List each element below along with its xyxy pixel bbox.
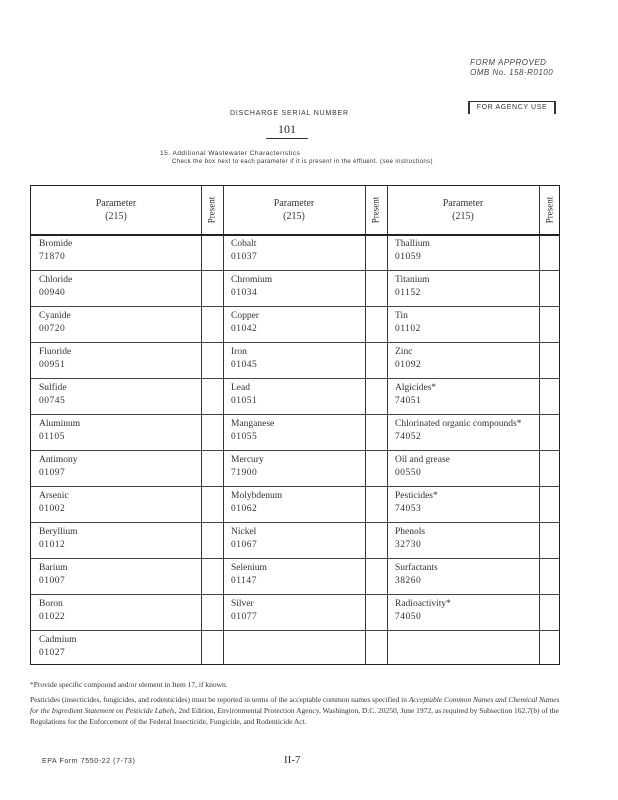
parameter-name: Surfactants (395, 563, 438, 573)
present-checkbox[interactable] (366, 559, 386, 593)
parameter-name: Boron (39, 599, 63, 609)
parameter-cell (231, 382, 257, 408)
agency-use-box (468, 101, 556, 114)
parameter-code: 74052 (395, 432, 422, 442)
parameter-header-code: (215) (283, 211, 305, 222)
parameter-cell (231, 454, 264, 480)
row-divider (31, 450, 559, 451)
present-header-label: Present (370, 196, 380, 224)
parameter-code: 71870 (39, 252, 66, 262)
parameter-cell (39, 634, 76, 660)
present-checkbox[interactable] (540, 379, 560, 413)
parameter-code: 01002 (39, 504, 66, 514)
present-checkbox[interactable] (202, 271, 222, 305)
parameter-name: Bromide (39, 239, 73, 249)
parameter-cell (395, 382, 436, 408)
parameter-name: Aluminum (39, 419, 81, 429)
parameter-code: 74050 (395, 612, 422, 622)
parameter-code: 01007 (39, 576, 66, 586)
parameter-name: Beryllium (39, 527, 78, 537)
present-checkbox[interactable] (202, 631, 222, 665)
parameter-cell (39, 382, 66, 408)
parameter-cell (395, 238, 430, 264)
header-divider (31, 234, 559, 236)
row-divider (31, 594, 559, 595)
item-instructions: Check the box next to each parameter if it is present in the effluent. (see instructions) (172, 159, 433, 165)
row-divider (31, 558, 559, 559)
parameter-cell (231, 490, 282, 516)
parameter-cell (395, 562, 438, 588)
parameter-name: Chlorinated organic compounds* (395, 419, 522, 429)
parameter-code: 00720 (39, 324, 66, 334)
parameter-code: 01097 (39, 468, 66, 478)
parameter-cell (231, 418, 274, 444)
parameter-code: 00745 (39, 396, 66, 406)
present-checkbox[interactable] (366, 523, 386, 557)
parameter-cell (231, 526, 257, 552)
present-checkbox[interactable] (540, 523, 560, 557)
parameter-code: 01045 (231, 360, 258, 370)
parameter-code: 01012 (39, 540, 66, 550)
parameter-cell (39, 526, 78, 552)
parameter-code: 71900 (231, 468, 258, 478)
parameter-name: Phenols (395, 527, 426, 537)
parameter-code: 01051 (231, 396, 258, 406)
parameter-name: Barium (39, 563, 68, 573)
parameter-name: Zinc (395, 347, 413, 357)
parameter-name: Copper (231, 311, 259, 321)
present-checkbox[interactable] (202, 343, 222, 377)
parameter-name: Cyanide (39, 311, 71, 321)
parameter-code: 01059 (395, 252, 422, 262)
parameter-name: Fluoride (39, 347, 72, 357)
parameter-cell (39, 454, 78, 480)
parameter-header-label: Parameter (442, 198, 484, 209)
column-header-1 (31, 186, 201, 234)
parameter-cell (395, 310, 421, 336)
present-checkbox[interactable] (202, 379, 222, 413)
present-checkbox[interactable] (366, 415, 386, 449)
present-checkbox[interactable] (540, 595, 560, 629)
parameter-name: Thallium (395, 239, 430, 249)
parameter-code: 01067 (231, 540, 258, 550)
parameter-table (30, 185, 560, 665)
parameter-name: Silver (231, 599, 254, 609)
present-checkbox[interactable] (366, 595, 386, 629)
column-header-3 (387, 186, 539, 234)
parameter-name: Pesticides* (395, 491, 438, 501)
parameter-cell (39, 274, 72, 300)
parameter-cell (395, 346, 421, 372)
present-checkbox[interactable] (366, 307, 386, 341)
row-divider (31, 270, 559, 271)
pesticide-footnote (30, 694, 570, 727)
parameter-cell (231, 310, 259, 336)
parameter-name: Oil and grease (395, 455, 450, 465)
present-checkbox[interactable] (202, 307, 222, 341)
present-checkbox[interactable] (366, 235, 386, 269)
present-checkbox[interactable] (540, 559, 560, 593)
parameter-name: Chloride (39, 275, 73, 285)
parameter-cell (395, 418, 521, 444)
parameter-header-label: Parameter (273, 198, 315, 209)
parameter-name: Cadmium (39, 635, 77, 645)
row-divider (31, 342, 559, 343)
parameter-name: Sulfide (39, 383, 67, 393)
parameter-header-code: (215) (452, 211, 474, 222)
parameter-code: 01152 (395, 288, 421, 298)
present-checkbox[interactable] (202, 523, 222, 557)
parameter-name: Selenium (231, 563, 267, 573)
parameter-cell (395, 274, 430, 300)
parameter-name: Molybdenum (231, 491, 283, 501)
present-checkbox[interactable] (202, 487, 222, 521)
form-approved-text: FORM APPROVED (470, 58, 547, 67)
present-checkbox[interactable] (202, 595, 222, 629)
parameter-name: Tin (395, 311, 408, 321)
present-checkbox[interactable] (366, 343, 386, 377)
parameter-code: 01027 (39, 648, 66, 658)
parameter-cell (39, 598, 65, 624)
parameter-code: 01034 (231, 288, 258, 298)
present-checkbox[interactable] (540, 235, 560, 269)
parameter-cell (395, 598, 451, 624)
omb-number: OMB No. 158-R0100 (470, 68, 554, 77)
present-header-label: Present (544, 196, 554, 224)
present-checkbox[interactable] (366, 271, 386, 305)
present-header-2 (365, 186, 385, 234)
present-checkbox[interactable] (540, 307, 560, 341)
parameter-name: Mercury (231, 455, 264, 465)
parameter-code: 01022 (39, 612, 66, 622)
parameter-code: 01147 (231, 576, 257, 586)
present-checkbox[interactable] (366, 451, 386, 485)
present-checkbox[interactable] (540, 415, 560, 449)
parameter-cell (231, 562, 267, 588)
parameter-name: Radioactivity* (395, 599, 451, 609)
parameter-cell (39, 238, 72, 264)
parameter-code: 01105 (39, 432, 65, 442)
asterisk-footnote: *Provide specific compound and/or element in Item 17, if known. (30, 680, 228, 689)
parameter-code: 00951 (39, 360, 66, 370)
parameter-name: Nickel (231, 527, 257, 537)
item-title: 15. Additional Wastewater Characteristics (160, 150, 301, 157)
row-divider (31, 630, 559, 631)
discharge-serial-label: DISCHARGE SERIAL NUMBER (230, 110, 349, 117)
parameter-name: Arsenic (39, 491, 69, 501)
parameter-name: Manganese (231, 419, 275, 429)
row-divider (31, 486, 559, 487)
parameter-cell (231, 598, 257, 624)
row-divider (31, 378, 559, 379)
parameter-header-code: (215) (105, 211, 127, 222)
present-header-label: Present (206, 196, 216, 224)
present-checkbox[interactable] (202, 559, 222, 593)
parameter-code: 01077 (231, 612, 258, 622)
parameter-cell (231, 346, 257, 372)
present-checkbox[interactable] (366, 379, 386, 413)
parameter-code: 01062 (231, 504, 258, 514)
parameter-code: 01037 (231, 252, 258, 262)
present-checkbox[interactable] (366, 487, 386, 521)
discharge-serial-value[interactable]: 101 (266, 122, 308, 139)
page-number: II-7 (284, 754, 301, 766)
parameter-cell (39, 346, 71, 372)
parameter-cell (39, 490, 69, 516)
column-header-2 (223, 186, 365, 234)
present-header-1 (201, 186, 221, 234)
column-divider (387, 186, 388, 664)
row-divider (31, 522, 559, 523)
column-divider (223, 186, 224, 664)
parameter-code: 01042 (231, 324, 258, 334)
present-checkbox[interactable] (202, 415, 222, 449)
parameter-code: 00550 (395, 468, 422, 478)
parameter-name: Cobalt (231, 239, 257, 249)
parameter-name: Lead (231, 383, 250, 393)
parameter-cell (395, 454, 450, 480)
parameter-cell (39, 310, 71, 336)
parameter-name: Antimony (39, 455, 78, 465)
parameter-name: Iron (231, 347, 247, 357)
parameter-code: 32730 (395, 540, 422, 550)
parameter-cell (231, 274, 272, 300)
form-number: EPA Form 7550-22 (7-73) (42, 758, 136, 765)
present-checkbox[interactable] (202, 451, 222, 485)
footnote-body-post: , 2nd Edition, Environmental Protection Agency, Washington, D.C. 20250, June 1972, as required by Subsection 162.7(b) of the Regulations for the Enforcement of the Federal Insecticide, Fungicide, and Rodenticide Act. (30, 706, 559, 726)
parameter-code: 74053 (395, 504, 422, 514)
present-checkbox[interactable] (540, 343, 560, 377)
row-divider (31, 306, 559, 307)
footnote-body-title: Acceptable Common Names and Chemical Names for the Ingredient Statement on Pesticide Labels (30, 695, 560, 715)
parameter-cell (395, 526, 425, 552)
parameter-code: 38260 (395, 576, 422, 586)
parameter-name: Titanium (395, 275, 430, 285)
present-checkbox[interactable] (540, 451, 560, 485)
parameter-code: 01102 (395, 324, 421, 334)
parameter-header-label: Parameter (95, 198, 137, 209)
parameter-code: 74051 (395, 396, 422, 406)
parameter-name: Algicides* (395, 383, 437, 393)
footnote-body-pre: Pesticides (insecticides, fungicides, and rodenticides) must be reported in terms of the acceptable common names specified in (30, 695, 409, 704)
parameter-code: 01092 (395, 360, 422, 370)
row-divider (31, 414, 559, 415)
present-checkbox[interactable] (202, 235, 222, 269)
parameter-code: 01055 (231, 432, 258, 442)
present-checkbox[interactable] (540, 487, 560, 521)
parameter-cell (39, 562, 68, 588)
agency-use-label: FOR AGENCY USE (476, 104, 548, 111)
present-checkbox[interactable] (540, 271, 560, 305)
parameter-cell (39, 418, 80, 444)
form-approved-stamp (470, 58, 553, 78)
parameter-name: Chromium (231, 275, 273, 285)
parameter-cell (395, 490, 438, 516)
parameter-cell (231, 238, 257, 264)
present-header-3 (539, 186, 559, 234)
parameter-code: 00940 (39, 288, 66, 298)
